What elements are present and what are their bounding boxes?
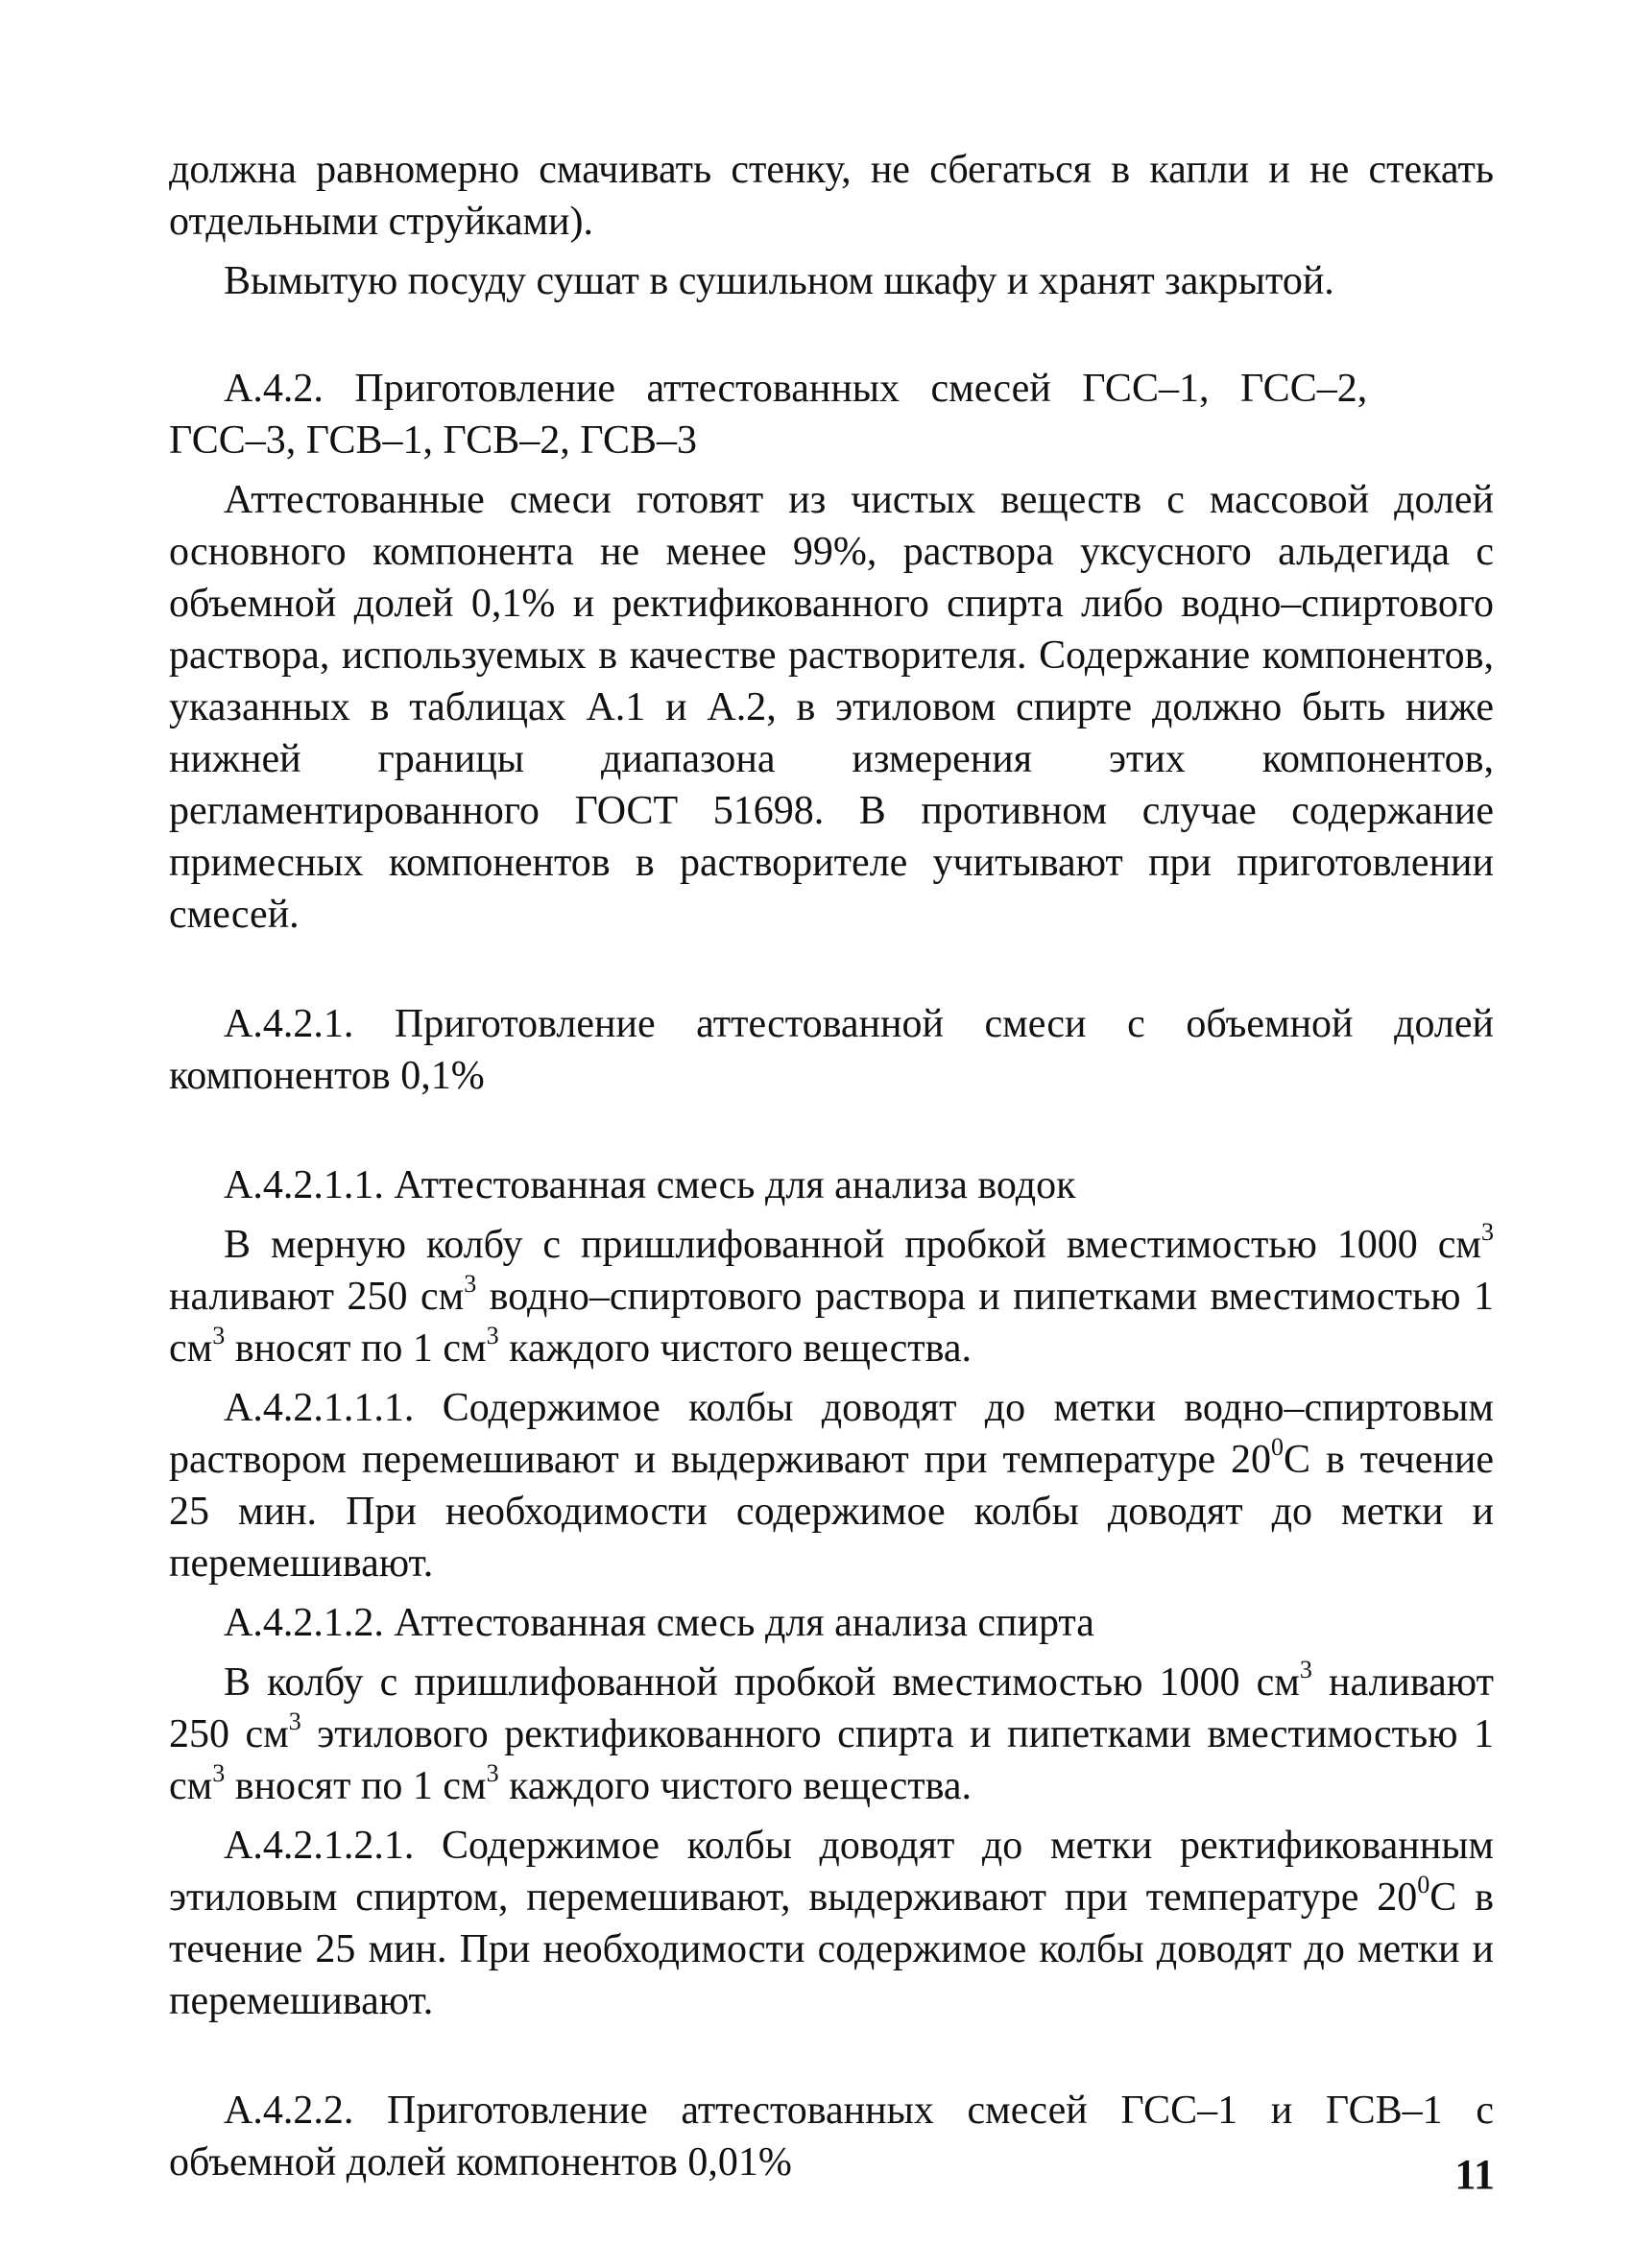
- text-run: каждого чистого вещества.: [498, 1326, 973, 1371]
- superscript: 3: [464, 1270, 477, 1299]
- heading-a-4-2-line2: ГСС–3, ГСВ–1, ГСВ–2, ГСВ–3: [169, 418, 698, 463]
- superscript: 3: [486, 1759, 499, 1788]
- paragraph-continuation: должна равномерно смачивать стенку, не сбегаться в капли и не стекать отдельными струйками).: [169, 148, 1494, 244]
- heading-a-4-2-1-2: А.4.2.1.2. Аттестованная смесь для анализа спирта: [224, 1601, 1094, 1645]
- paragraph-a-4-2-1-1-1: [169, 1382, 1494, 1589]
- superscript: 3: [212, 1322, 226, 1350]
- text-run: А.4.2.1.2.1. Содержимое колбы доводят до метки ректификованным этиловым спиртом, перемешивают, выдерживают при температуре 20: [169, 1824, 1494, 1920]
- heading-a-4-2-line1: А.4.2. Приготовление аттестованных смесей ГСС–1, ГСС–2,: [224, 367, 1368, 411]
- text-run: наливают 250 см: [169, 1660, 1494, 1756]
- text-run: А.4.2.1.1.1. Содержимое колбы доводят до метки водно–спиртовым раствором перемешивают и выдерживают при температуре 20: [169, 1386, 1494, 1482]
- text-run: этилового ректификованного спирта и пипетками вместимостью 1 см: [169, 1712, 1494, 1808]
- text-run: наливают 250 см: [169, 1275, 465, 1319]
- paragraph-vodka-mixture: [169, 1219, 1494, 1374]
- text-run: водно–спиртового раствора и пипетками вместимостью 1 см: [169, 1275, 1494, 1371]
- heading-a-4-2-2: А.4.2.2. Приготовление аттестованных смесей ГСС–1 и ГСВ–1 с объемной долей компонентов 0,01%: [169, 2089, 1494, 2184]
- superscript: 3: [288, 1707, 301, 1736]
- heading-a-4-2: [169, 363, 1494, 466]
- paragraph-spirit-mixture: [169, 1657, 1494, 1812]
- heading-a-4-2-1: А.4.2.1. Приготовление аттестованной смеси с объемной долей компонентов 0,1%: [169, 1002, 1494, 1098]
- superscript: 3: [486, 1322, 499, 1350]
- text-run: В мерную колбу с пришлифованной пробкой вместимостью 1000 см: [224, 1223, 1481, 1267]
- text-run: В колбу с пришлифованной пробкой вместимостью 1000 см: [224, 1660, 1300, 1705]
- superscript: 3: [1299, 1656, 1312, 1684]
- superscript: 3: [1480, 1218, 1494, 1247]
- text-run: вносят по 1 см: [225, 1764, 487, 1808]
- text-run: С в течение 25 мин. При необходимости содержимое колбы доводят до метки и перемешивают.: [169, 1875, 1494, 2023]
- text-run: вносят по 1 см: [225, 1326, 487, 1371]
- superscript: 0: [1271, 1433, 1285, 1462]
- text-run: каждого чистого вещества.: [498, 1764, 973, 1808]
- paragraph-a-4-2-1-2-1: [169, 1820, 1494, 2027]
- superscript: 3: [212, 1759, 226, 1788]
- heading-a-4-2-1-1: А.4.2.1.1. Аттестованная смесь для анализа водок: [224, 1163, 1076, 1207]
- text-run: С в течение 25 мин. При необходимости содержимое колбы доводят до метки и перемешивают.: [169, 1438, 1495, 1586]
- paragraph-mixtures-prep: Аттестованные смеси готовят из чистых веществ с массовой долей основного компонента не менее 99%, раствора уксусного альдегида с объемной долей 0,1% и ректификованного спирта либо водно–спиртового раствора, используемых в качестве растворителя. Содержание компонентов, указанных в таблицах А.1 и А.2, в этиловом спирте должно быть ниже нижней границы диапазона измерения этих компонентов, регламентированного ГОСТ 51698. В противном случае содержание примесных компонентов в растворителе учитывают при приготовлении смесей.: [169, 478, 1494, 937]
- page-number: 11: [1454, 2151, 1495, 2198]
- paragraph-drying: Вымытую посуду сушат в сушильном шкафу и хранят закрытой.: [224, 259, 1334, 303]
- superscript: 0: [1417, 1871, 1430, 1899]
- document-page: [169, 144, 1494, 2188]
